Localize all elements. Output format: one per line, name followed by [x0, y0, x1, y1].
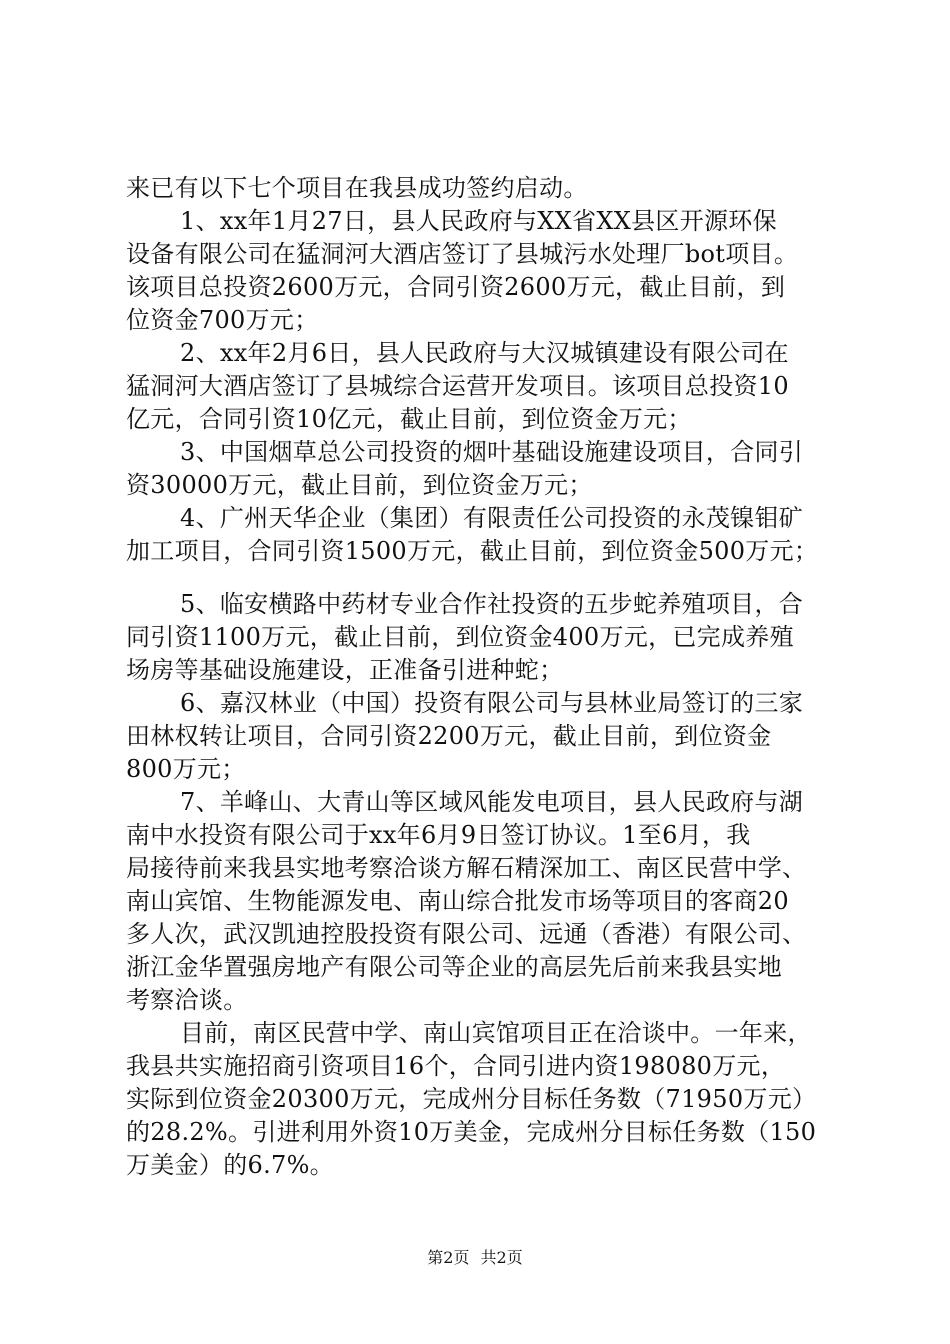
text-line: 局接待前来我县实地考察洽谈方解石精深加工、南区民营中学、	[126, 854, 807, 882]
text-line: 同引资1100万元，截止目前，到位资金400万元，已完成养殖	[126, 623, 794, 651]
text-line: 800万元；	[126, 755, 246, 783]
text-line: 多人次，武汉凯迪控股投资有限公司、远通（香港）有限公司、	[126, 920, 807, 948]
page-total: 共2页	[480, 1248, 523, 1267]
page-number: 第2页	[427, 1248, 470, 1267]
document-body	[126, 172, 850, 1182]
text-line: 场房等基础设施建设，正准备引进种蛇；	[126, 656, 564, 684]
text-line: 2、xx年2月6日，县人民政府与大汉城镇建设有限公司在	[180, 339, 789, 367]
text-line: 我县共实施招商引资项目16个，合同引进内资198080万元，	[126, 1052, 786, 1080]
text-line: 亿元，合同引资10亿元，截止目前，到位资金万元；	[126, 405, 692, 433]
text-line: 资30000万元，截止目前，到位资金万元；	[126, 471, 593, 499]
text-line: 考察洽谈。	[126, 986, 248, 1014]
text-line: 4、广州天华企业（集团）有限责任公司投资的永茂镍钼矿	[180, 504, 804, 532]
text-line: 目前，南区民营中学、南山宾馆项目正在洽谈中。一年来，	[180, 1019, 812, 1047]
text-line: 田林权转让项目，合同引资2200万元，截止目前，到位资金	[126, 722, 772, 750]
text-line: 南山宾馆、生物能源发电、南山综合批发市场等项目的客商20	[126, 887, 789, 915]
text-line: 来已有以下七个项目在我县成功签约启动。	[126, 174, 588, 202]
text-line: 加工项目，合同引资1500万元，截止目前，到位资金500万元；	[126, 537, 819, 565]
text-line: 位资金700万元；	[126, 306, 319, 334]
text-line: 7、羊峰山、大青山等区域风能发电项目，县人民政府与湖	[180, 788, 804, 816]
text-line: 实际到位资金20300万元，完成州分目标任务数（71950万元）	[126, 1085, 817, 1113]
text-line: 1、xx年1月27日，县人民政府与XX省XX县区开源环保	[180, 207, 777, 235]
text-line: 5、临安横路中药材专业合作社投资的五步蛇养殖项目，合	[180, 590, 804, 618]
text-line: 猛洞河大酒店签订了县城综合运营开发项目。该项目总投资10	[126, 372, 789, 400]
text-line: 设备有限公司在猛洞河大酒店签订了县城污水处理厂bot项目。	[126, 240, 799, 268]
page-footer	[0, 1248, 950, 1268]
text-line: 万美金）的6.7%。	[126, 1151, 334, 1179]
text-line: 的28.2%。引进利用外资10万美金，完成州分目标任务数（150	[126, 1118, 817, 1146]
text-line: 6、嘉汉林业（中国）投资有限公司与县林业局签订的三家	[180, 689, 804, 717]
text-line: 该项目总投资2600万元，合同引资2600万元，截止目前，到	[126, 273, 786, 301]
text-line: 南中水投资有限公司于xx年6月9日签订协议。1至6月，我	[126, 821, 751, 849]
paragraph-gap	[126, 568, 850, 588]
text-line: 浙江金华置强房地产有限公司等企业的高层先后前来我县实地	[126, 953, 783, 981]
text-line: 3、中国烟草总公司投资的烟叶基础设施建设项目，合同引	[180, 438, 804, 466]
